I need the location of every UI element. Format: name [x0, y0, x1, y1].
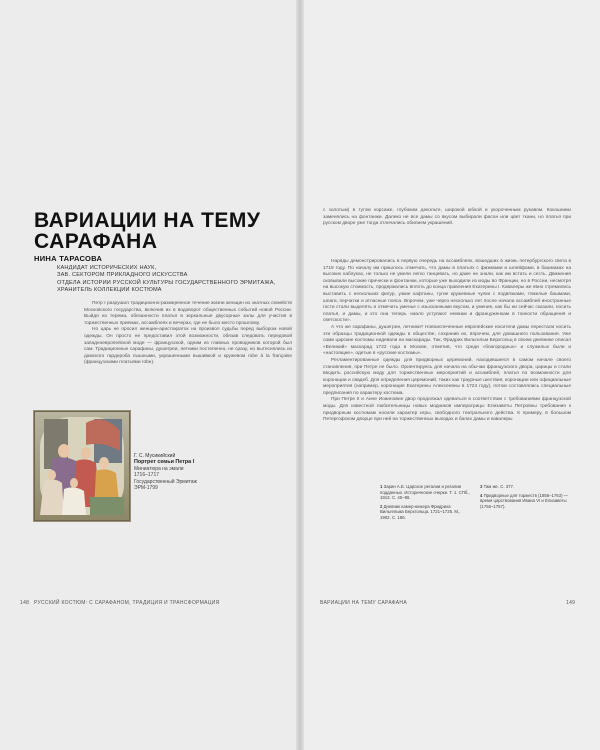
- footnote: 2 Дневник камер-юнкера Фридриха Вильгельма Берхгольца. 1721–1725. М., 1902. С. 186.: [380, 503, 461, 520]
- credential-line: ХРАНИТЕЛЬ КОЛЛЕКЦИИ КОСТЮМА: [57, 287, 162, 294]
- credential-line: КАНДИДАТ ИСТОРИЧЕСКИХ НАУК,: [57, 265, 157, 271]
- footnote-column: [480, 484, 572, 524]
- left-page-number: 148: [20, 600, 30, 606]
- intro-text: [84, 301, 292, 367]
- caption-line: 1716–1717: [134, 472, 160, 479]
- portrait-illustration: [34, 411, 130, 521]
- caption-title: Портрет семьи Петра I: [134, 459, 195, 466]
- paragraph: с золотым) в тугом корсаже, глубоким декольте, широкой юбкой и укороченным рукавом. Кокошники заменялись на фонтанжи. Далеко не все дамы со вкусом выбирали фасон или цвет ткани, но платья при русском дворе уже тогда отличались обилием украшений.: [323, 208, 571, 227]
- paragraph: А что же сарафаны, душегреи, летники? Новоиспеченные европейские носители дамы перестали носить эти образцы традиционной одежды в обществе, сохранив их, впрочем, для домашнего пользования. Уже сами царские костюмы надевали на маскарады. Так, Фридрих Вильгельм Берхгольц в своем дневнике описал «Великий» маскарад 1722 года в Москве, отметив, что среди «благородных» и служилых были и «настоящие», одетые в «русские костюмы».: [323, 324, 571, 357]
- paragraph: Регламентированные одежды для придворных церемоний, находившиеся в самом начале своего становления, при Петре не было. Ориентируясь для начала на обычаи французского двора, царицы и стали вводить российскую моду для торжественных мероприятий и ассамблей, платья по возможности для коронации и свадеб. Для определения церемоний, таких как траурные шествия, коронации или официальные мероприятия (например, коронация Екатерины Алексеевны в 1724 году), потом составлялись специальные предписания по характеру костюма.: [323, 357, 571, 396]
- continued-text: [323, 208, 571, 228]
- footnote-column: [380, 484, 472, 524]
- article-title: ВАРИАЦИИ НА ТЕМУ САРАФАНА: [34, 209, 261, 253]
- footnote: 1 Зарин А.Е. Царское регалии и регалии подданных. Исторические очерки. Т. 1. СПб., 1913. С. 45–86.: [380, 484, 470, 501]
- paragraph: Но царь не просил женщин-аристократок на произвол судьбы перед выбором новой одежды. Он просто не предоставил этой возможности, обязав следовать передовой западноевропейской моде — французской, одним из главных проводников которой был сам. Традиционные сарафаны, душегреи, летники постепенно, не сразу, но вытеснялись из дамского гардероба пышными, украшенными вышивкой и кружевом robe à la française (французскими платьями robe).: [84, 327, 292, 366]
- paragraph: Наряды демонстрировались в первую очередь на ассамблеях, вошедших в жизнь петербургского света в 1718 году. По началу им пришлось отмечать, что дамы в платьях с фижмами и шлейфами, в башмаках на высоких каблуках, не только не умели легко танцевать, но даже не знали, как им встать и сесть. Движения сковывали высокие прически и фонтанжи, которые уже выходили из моды во Франции, но в России, несмотря на высокую стоимость, продержались вплоть до конца правления Екатерины I. Кавалеры же явно стремились выставить с нескольких фигур, узкие кафтаны, тугие кружевные чулки с подвязками, тяжелые башмаки, шпаги, перчатки и атласные пояса. Впрочем, уже через несколько лет после начала ассамблей иностранные гости стали выделять и отмечать уменье с изысканными вкусом, и умение, как бы ни сейчас сказали, носить платья, и дамы, и кто она теперь «мало уступают немкам и француженкам в тонкости обращения и светскости».: [323, 259, 571, 324]
- left-running-head: РУССКИЙ КОСТЮМ: С САРАФАНОМ, ТРАДИЦИЯ И ТРАНСФОРМАЦИЯ: [34, 600, 220, 606]
- author-name: НИНА ТАРАСОВА: [34, 254, 103, 263]
- footnote: 4 Придворные для торжеств (1856–1763) — время царствования Ивана VI и Елизаветы (1756–1757).: [480, 492, 568, 509]
- footnote: 3 Там же. С. 377.: [480, 484, 515, 489]
- caption-author: Г. С. Мусикийский: [134, 453, 176, 459]
- right-running-head: ВАРИАЦИИ НА ТЕМУ САРАФАНА: [320, 600, 407, 606]
- caption-line: Государственный Эрмитаж: [134, 478, 197, 485]
- footnotes: [380, 484, 572, 524]
- credential-line: ОТДЕЛА ИСТОРИИ РУССКОЙ КУЛЬТУРЫ ГОСУДАРСТВЕННОГО ЭРМИТАЖА,: [57, 279, 276, 286]
- figure-caption: [134, 453, 224, 491]
- caption-line: Миниатюра на эмали: [134, 465, 184, 472]
- paragraph: При Петре II и Анне Иоанновне двор продолжал одеваться в соответствии с требованиями французской моды. Для известной любительницы новых модников императрицы Елизаветы Петровны требования к придворным костюмам носили характер игры, свободного театрального действа. К примеру, в большом Петергофском дворце при ней на торжественных выходах и балах дамы и кавалеры: [323, 397, 571, 423]
- paragraph: Петр I разрушил традиционно-размеренное течение жизни женщин из знатных семейств Московского государства, включив их в водоворот общественных событий новой России. Выйдя из терема, обязанности платья в зеркальные двусорные залы для участия в торжественных приемах, ассамблеях и вечерах, где не было место прошлому.: [84, 301, 292, 326]
- author-credentials: [57, 265, 297, 295]
- book-gutter: [296, 0, 304, 750]
- caption-line: ЭРМ-1799: [134, 485, 158, 492]
- main-text: [323, 259, 571, 424]
- enamel-portrait-image: [34, 411, 130, 521]
- right-page-number: 149: [566, 600, 576, 606]
- credential-line: ЗАВ. СЕКТОРОМ ПРИКЛАДНОГО ИСКУССТВА: [57, 272, 188, 279]
